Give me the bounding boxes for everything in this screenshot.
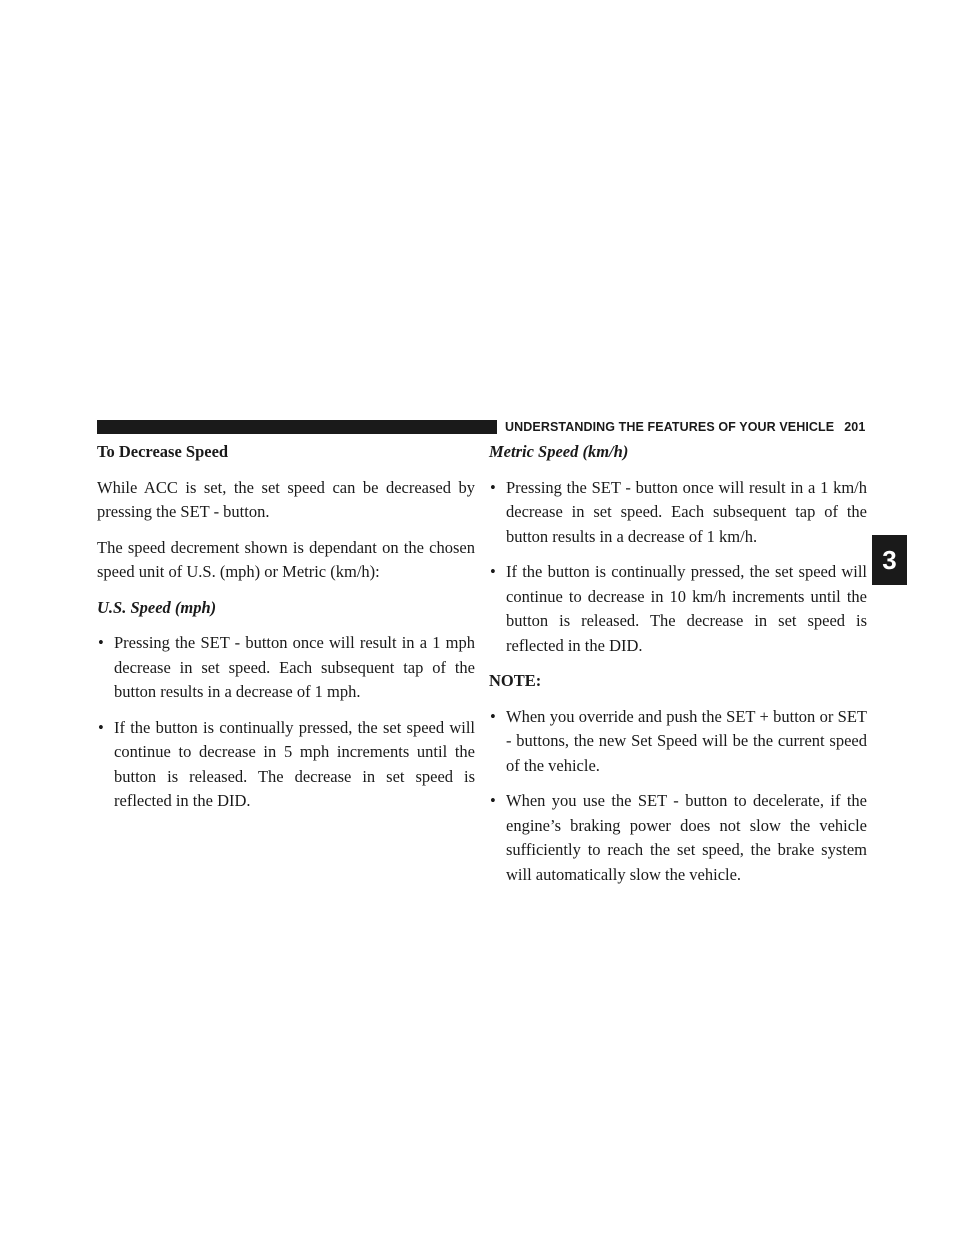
subheading-us-speed: U.S. Speed (mph) — [97, 597, 217, 617]
note-label: NOTE: — [489, 671, 542, 690]
header-rule — [97, 420, 497, 434]
page-number: 201 — [844, 420, 866, 434]
note-list — [489, 705, 867, 888]
section-heading: To Decrease Speed — [97, 442, 229, 461]
list-item: • When you override and push the SET + button or SET - buttons, the new Set Speed will be the current speed of the vehicle. — [489, 705, 867, 779]
right-column — [489, 440, 867, 898]
list-item: • If the button is continually pressed, the set speed will continue to decrease in 5 mph increments until the button is released. The decrease in set speed is reflected in the DID. — [97, 716, 475, 814]
list-item: • When you use the SET - button to decelerate, if the engine’s braking power does not slow the vehicle sufficiently to reach the set speed, the brake system will automatically slow the vehicle. — [489, 789, 867, 887]
chapter-tab: 3 — [872, 535, 907, 585]
list-item: • Pressing the SET - button once will result in a 1 mph decrease in set speed. Each subsequent tap of the button results in a decrease of 1 mph. — [97, 631, 475, 705]
running-header — [505, 418, 865, 436]
paragraph: While ACC is set, the set speed can be decreased by pressing the SET - button. — [97, 477, 475, 521]
metric-speed-list — [489, 476, 867, 659]
paragraph: The speed decrement shown is dependant on the chosen speed unit of U.S. (mph) or Metric (km/h): — [97, 537, 475, 581]
us-speed-list — [97, 631, 475, 814]
section-title: UNDERSTANDING THE FEATURES OF YOUR VEHICLE — [505, 420, 835, 434]
left-column — [97, 440, 475, 825]
list-item: • If the button is continually pressed, the set speed will continue to decrease in 10 km/h increments until the button is released. The decrease in set speed is reflected in the DID. — [489, 560, 867, 658]
subheading-metric-speed: Metric Speed (km/h) — [489, 442, 629, 461]
list-item: • Pressing the SET - button once will result in a 1 km/h decrease in set speed. Each subsequent tap of the button results in a decrease of 1 km/h. — [489, 476, 867, 550]
